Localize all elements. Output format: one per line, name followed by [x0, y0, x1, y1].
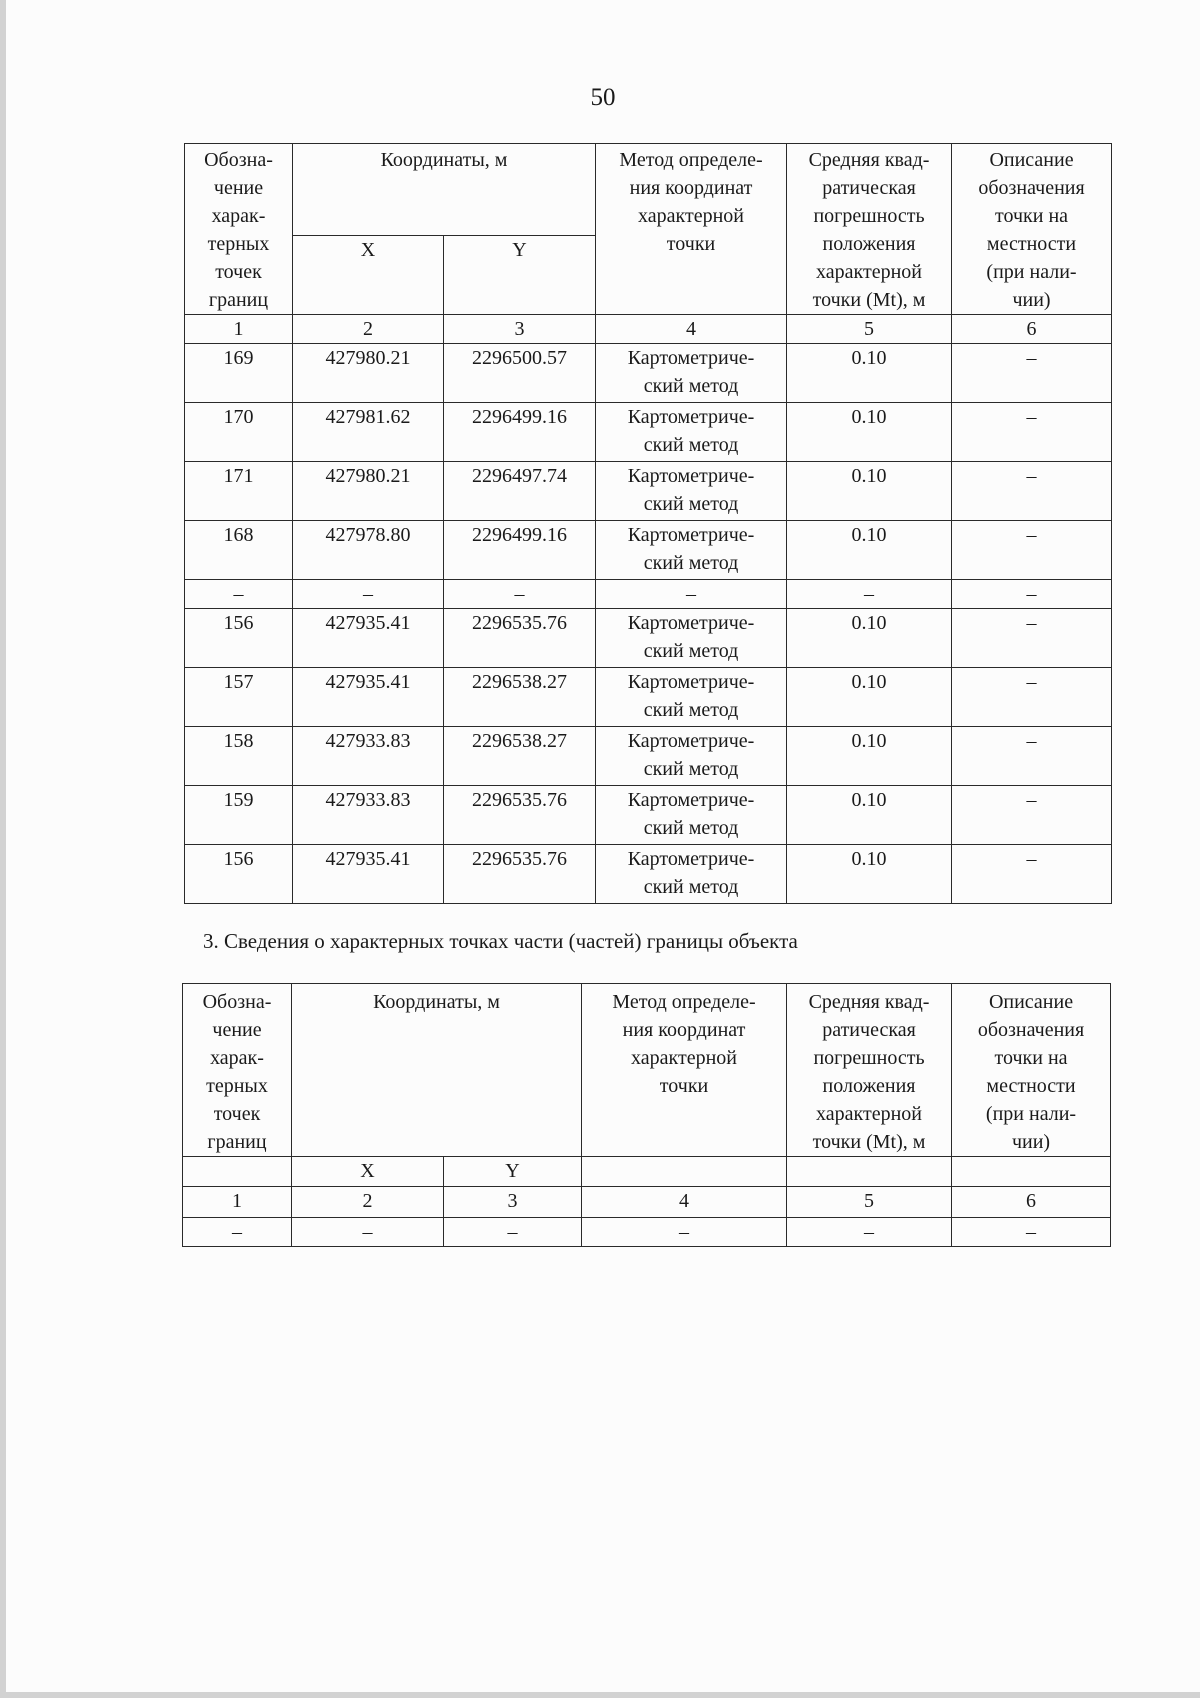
error-value: 0.10 — [787, 727, 952, 786]
header-method: Метод определе- ния координат характерной точки — [582, 984, 787, 1157]
error-value: 0.10 — [787, 462, 952, 521]
header-error: Средняя квад- ратическая погрешность положения характерной точки (Mt), м — [787, 144, 952, 315]
y-coordinate: 2296538.27 — [444, 727, 596, 786]
description: – — [952, 521, 1112, 580]
table-row — [185, 668, 1112, 727]
table-row — [185, 344, 1112, 403]
header-x: X — [292, 1157, 444, 1187]
separator-row — [185, 580, 1112, 609]
y-coordinate: – — [444, 580, 596, 609]
description: – — [952, 786, 1112, 845]
header-error: Средняя квад- ратическая погрешность положения характерной точки (Mt), м — [787, 984, 952, 1157]
header-designation: Обозна- чение харак- терных точек границ — [183, 984, 292, 1157]
y-coordinate: – — [444, 1218, 582, 1247]
y-coordinate: 2296499.16 — [444, 403, 596, 462]
point-id: 171 — [185, 462, 293, 521]
method: – — [596, 580, 787, 609]
x-coordinate: 427978.80 — [293, 521, 444, 580]
table-row — [185, 609, 1112, 668]
error-value: 0.10 — [787, 845, 952, 904]
part-boundary-points-table — [182, 983, 1111, 1247]
table-row — [185, 786, 1112, 845]
error-value: 0.10 — [787, 344, 952, 403]
y-coordinate: 2296497.74 — [444, 462, 596, 521]
method: Картометриче- ский метод — [596, 344, 787, 403]
x-coordinate: 427980.21 — [293, 462, 444, 521]
column-numbers-row — [185, 315, 1112, 344]
column-number: 4 — [582, 1187, 787, 1218]
page-number: 50 — [590, 84, 616, 111]
table-row — [185, 462, 1112, 521]
x-coordinate: 427935.41 — [293, 668, 444, 727]
x-coordinate: 427933.83 — [293, 786, 444, 845]
description: – — [952, 845, 1112, 904]
point-id: 157 — [185, 668, 293, 727]
x-coordinate: 427980.21 — [293, 344, 444, 403]
error-value: – — [787, 580, 952, 609]
document-page — [6, 0, 1200, 1692]
table-row — [185, 403, 1112, 462]
x-coordinate: 427981.62 — [293, 403, 444, 462]
section-title: 3. Сведения о характерных точках части (частей) границы объекта — [203, 929, 798, 953]
header-coordinates: Координаты, м — [292, 984, 582, 1157]
point-id: 156 — [185, 845, 293, 904]
method: Картометриче- ский метод — [596, 786, 787, 845]
table-row — [183, 1218, 1111, 1247]
description: – — [952, 609, 1112, 668]
column-number: 3 — [444, 315, 596, 344]
point-id: 169 — [185, 344, 293, 403]
column-number: 6 — [952, 1187, 1111, 1218]
column-number: 1 — [183, 1187, 292, 1218]
column-number: 3 — [444, 1187, 582, 1218]
point-id: 156 — [185, 609, 293, 668]
y-coordinate: 2296500.57 — [444, 344, 596, 403]
header-coordinates: Координаты, м — [293, 144, 596, 236]
point-id: 168 — [185, 521, 293, 580]
x-coordinate: 427935.41 — [293, 845, 444, 904]
error-value: 0.10 — [787, 403, 952, 462]
description: – — [952, 1218, 1111, 1247]
method: Картометриче- ский метод — [596, 668, 787, 727]
header-designation: Обозна- чение харак- терных точек границ — [185, 144, 293, 315]
column-number: 4 — [596, 315, 787, 344]
error-value: 0.10 — [787, 521, 952, 580]
y-coordinate: 2296499.16 — [444, 521, 596, 580]
column-number: 2 — [293, 315, 444, 344]
method: Картометриче- ский метод — [596, 609, 787, 668]
description: – — [952, 668, 1112, 727]
point-id: 170 — [185, 403, 293, 462]
point-id: – — [185, 580, 293, 609]
description: – — [952, 580, 1112, 609]
x-coordinate: – — [292, 1218, 444, 1247]
error-value: 0.10 — [787, 668, 952, 727]
header-y: Y — [444, 1157, 582, 1187]
method: Картометриче- ский метод — [596, 727, 787, 786]
column-numbers-row — [183, 1187, 1111, 1218]
method: Картометриче- ский метод — [596, 845, 787, 904]
column-number: 5 — [787, 315, 952, 344]
method: Картометриче- ский метод — [596, 462, 787, 521]
x-coordinate: 427933.83 — [293, 727, 444, 786]
y-coordinate: 2296535.76 — [444, 786, 596, 845]
method: Картометриче- ский метод — [596, 403, 787, 462]
error-value: 0.10 — [787, 786, 952, 845]
description: – — [952, 727, 1112, 786]
method: Картометриче- ский метод — [596, 521, 787, 580]
column-number: 1 — [185, 315, 293, 344]
x-coordinate: 427935.41 — [293, 609, 444, 668]
point-id: – — [183, 1218, 292, 1247]
y-coordinate: 2296538.27 — [444, 668, 596, 727]
method: – — [582, 1218, 787, 1247]
table-row — [185, 521, 1112, 580]
header-description: Описание обозначения точки на местности (при нали- чии) — [952, 144, 1112, 315]
header-y: Y — [444, 235, 596, 314]
boundary-points-table — [184, 143, 1112, 904]
table-row — [185, 727, 1112, 786]
column-number: 5 — [787, 1187, 952, 1218]
table-row — [185, 845, 1112, 904]
description: – — [952, 403, 1112, 462]
header-method: Метод определе- ния координат характерной точки — [596, 144, 787, 315]
y-coordinate: 2296535.76 — [444, 845, 596, 904]
error-value: – — [787, 1218, 952, 1247]
point-id: 158 — [185, 727, 293, 786]
description: – — [952, 344, 1112, 403]
column-number: 6 — [952, 315, 1112, 344]
header-x: X — [293, 235, 444, 314]
x-coordinate: – — [293, 580, 444, 609]
y-coordinate: 2296535.76 — [444, 609, 596, 668]
error-value: 0.10 — [787, 609, 952, 668]
header-description: Описание обозначения точки на местности (при нали- чии) — [952, 984, 1111, 1157]
column-number: 2 — [292, 1187, 444, 1218]
point-id: 159 — [185, 786, 293, 845]
description: – — [952, 462, 1112, 521]
